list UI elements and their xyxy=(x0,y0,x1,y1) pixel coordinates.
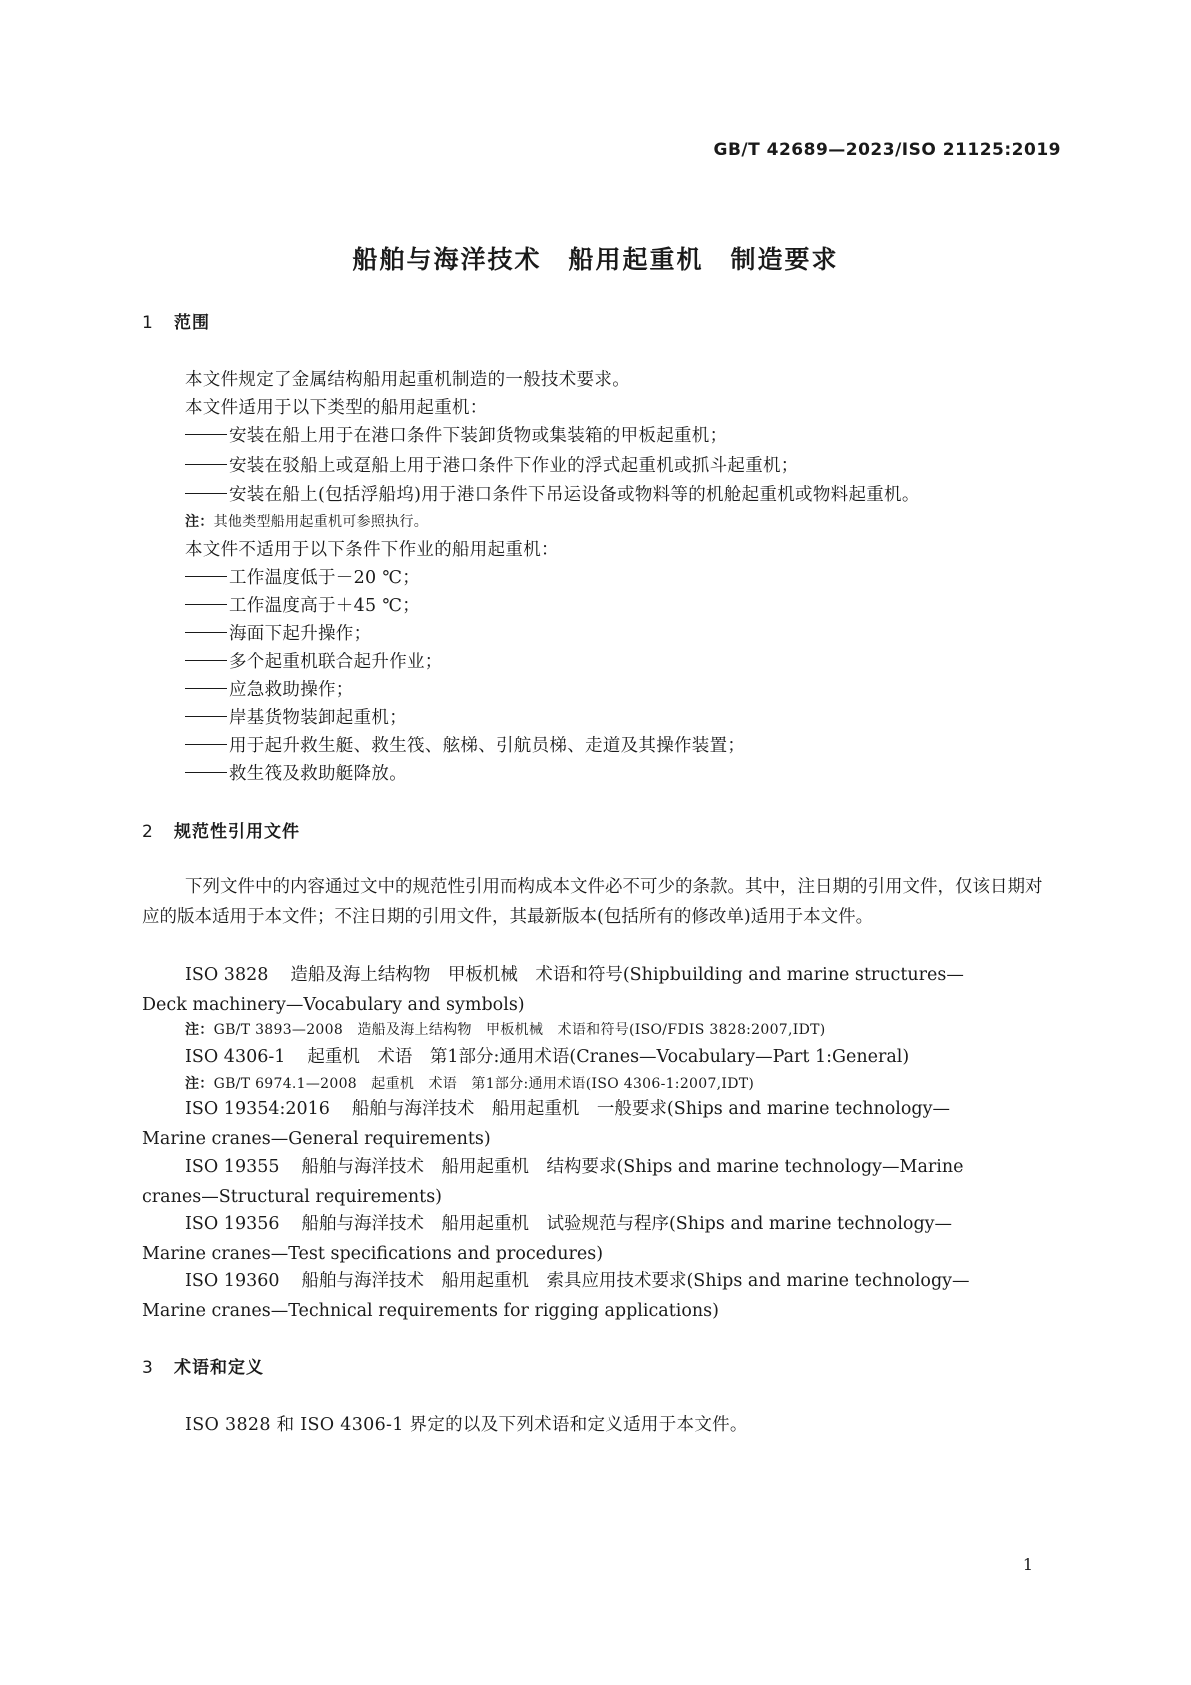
section-1-heading xyxy=(142,308,210,333)
scope-excludes-intro: 本文件不适用于以下条件下作业的船用起重机： xyxy=(185,540,559,560)
terms-paragraph: ISO 3828 和 ISO 4306-1 界定的以及下列术语和定义适用于本文件。 xyxy=(185,1415,748,1435)
section-number: 2 xyxy=(142,822,154,842)
list-item: 海面下起升操作； xyxy=(185,620,371,645)
reference-iso-19354: ISO 19354:2016 船舶与海洋技术 船用起重机 一般要求(Ships and marine technology— Marine cranes—General requirements) xyxy=(142,1099,950,1149)
em-dash xyxy=(185,493,227,494)
list-item: 工作温度低于－20 ℃； xyxy=(185,564,420,589)
list-item: 岸基货物装卸起重机； xyxy=(185,704,407,729)
list-item: 工作温度高于＋45 ℃； xyxy=(185,592,420,617)
reference-iso-19360: ISO 19360 船舶与海洋技术 船用起重机 索具应用技术要求(Ships and marine technology— Marine cranes—Technical requirements for rigging applications) xyxy=(142,1271,970,1321)
section-title: 术语和定义 xyxy=(174,1358,264,1378)
list-item: 多个起重机联合起升作业； xyxy=(185,648,443,673)
list-item: 安装在驳船上或趸船上用于港口条件下作业的浮式起重机或抓斗起重机； xyxy=(185,452,799,477)
reference-iso-19356: ISO 19356 船舶与海洋技术 船用起重机 试验规范与程序(Ships and marine technology— Marine cranes—Test specifications and procedures) xyxy=(142,1214,953,1264)
list-item: 安装在船上(包括浮船坞)用于港口条件下吊运设备或物料等的机舱起重机或物料起重机。 xyxy=(185,481,920,506)
scope-paragraph: 本文件规定了金属结构船用起重机制造的一般技术要求。 xyxy=(185,370,630,390)
reference-iso-3828: ISO 3828 造船及海上结构物 甲板机械 术语和符号(Shipbuilding and marine structures— Deck machinery—Vocabulary and symbols) xyxy=(142,965,964,1015)
section-3-heading xyxy=(142,1353,264,1378)
reference-note: 注：GB/T 3893—2008 造船及海上结构物 甲板机械 术语和符号(ISO/FDIS 3828:2007,IDT) xyxy=(185,1022,826,1038)
list-item: 救生筏及救助艇降放。 xyxy=(185,760,407,785)
reference-iso-19355: ISO 19355 船舶与海洋技术 船用起重机 结构要求(Ships and marine technology—Marine cranes—Structural requirements) xyxy=(142,1157,964,1207)
list-item: 用于起升救生艇、救生筏、舷梯、引航员梯、走道及其操作装置； xyxy=(185,732,745,757)
section-title: 规范性引用文件 xyxy=(174,822,300,842)
section-title: 范围 xyxy=(174,313,210,333)
list-item: 安装在船上用于在港口条件下装卸货物或集装箱的甲板起重机； xyxy=(185,422,727,447)
page-number: 1 xyxy=(1022,1555,1033,1574)
section-number: 1 xyxy=(142,313,154,333)
em-dash xyxy=(185,464,227,465)
section-2-heading xyxy=(142,817,300,842)
scope-applies-intro: 本文件适用于以下类型的船用起重机： xyxy=(185,398,488,418)
scope-note: 注：其他类型船用起重机可参照执行。 xyxy=(185,514,429,530)
document-title: 船舶与海洋技术 船用起重机 制造要求 xyxy=(352,245,839,274)
section-number: 3 xyxy=(142,1358,154,1378)
em-dash xyxy=(185,434,227,435)
standard-code: GB/T 42689—2023/ISO 21125:2019 xyxy=(713,140,1061,160)
list-item: 应急救助操作； xyxy=(185,676,354,701)
reference-iso-4306-1: ISO 4306-1 起重机 术语 第1部分:通用术语(Cranes—Vocabulary—Part 1:General) xyxy=(185,1047,910,1067)
normative-intro: 下列文件中的内容通过文中的规范性引用而构成本文件必不可少的条款。其中，注日期的引用文件，仅该日期对应的版本适用于本文件；不注日期的引用文件，其最新版本(包括所有的修改单)适用于本文件。 xyxy=(142,877,1043,927)
reference-note: 注：GB/T 6974.1—2008 起重机 术语 第1部分:通用术语(ISO 4306-1:2007,IDT) xyxy=(185,1076,755,1092)
note-label: 注： xyxy=(185,514,214,530)
